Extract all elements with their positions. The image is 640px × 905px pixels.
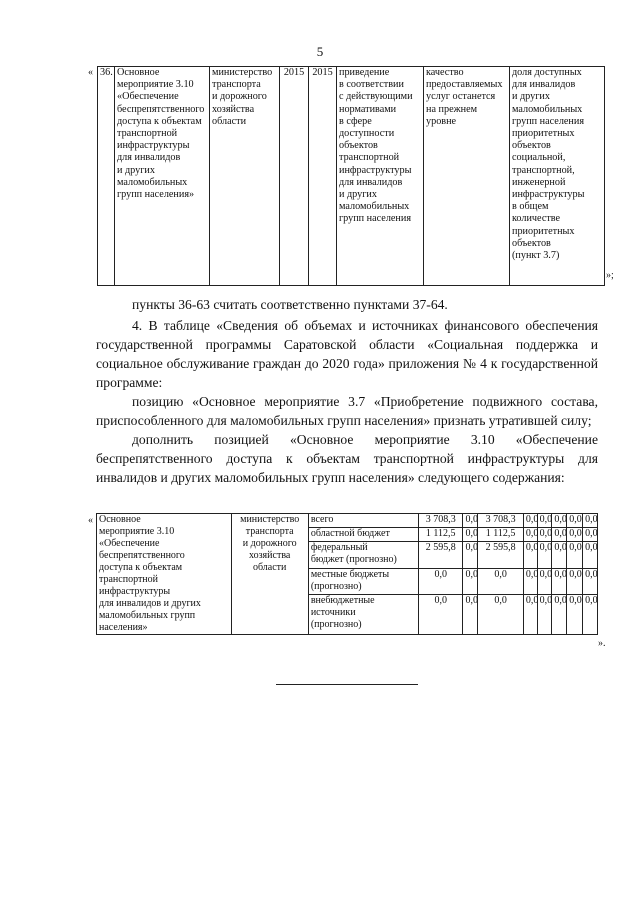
funding-value: 0,0 [552,514,567,528]
funding-source: областной бюджет [308,527,418,541]
activity-table [97,66,605,286]
table1-close-quote: »; [606,270,614,281]
funding-value: 0,0 [523,568,537,595]
funding-value: 0,0 [537,527,552,541]
funding-value: 0,0 [537,595,552,635]
funding-value: 0,0 [552,541,567,568]
funding-value: 0,0 [523,541,537,568]
activity-executor: министерство транспорта и дорожного хозяйства области [210,67,280,286]
funding-value: 1 112,5 [478,527,524,541]
funding-source: федеральный бюджет (прогнозно) [308,541,418,568]
funding-value: 2 595,8 [418,541,462,568]
activity-name: Основное мероприятие 3.10 «Обеспечение беспрепятственного доступа к объектам транспортной инфраструктуры для инвалидов и других маломобильных групп населения» [97,514,232,635]
funding-value: 3 708,3 [418,514,462,528]
funding-value: 0,0 [583,595,598,635]
funding-value: 0,0 [463,541,478,568]
paragraph-remove-position [96,392,598,430]
non-implementation-consequence: качество предоставляемых услуг останется на прежнем уровне [424,67,510,286]
funding-value: 0,0 [583,568,598,595]
funding-value: 0,0 [567,527,583,541]
funding-value: 2 595,8 [478,541,524,568]
separator-line [276,684,418,685]
paragraph-text: 4. В таблице «Сведения об объемах и источниках финансового обеспечения государственной программы Саратовской области «Социальная поддержка и социальное обслуживание граждан до 2020 года» приложения № 4 к государственной программе: [96,318,598,390]
funding-value: 0,0 [418,568,462,595]
funding-source: всего [308,514,418,528]
funding-value: 0,0 [478,568,524,595]
page-number: 5 [316,44,324,59]
paragraph-add-position [96,430,598,487]
funding-value: 0,0 [523,595,537,635]
funding-value: 0,0 [567,514,583,528]
funding-table [96,513,598,635]
funding-value: 0,0 [537,568,552,595]
funding-source: внебюджетные источники (прогнозно) [308,595,418,635]
funding-value: 0,0 [463,527,478,541]
funding-value: 0,0 [567,568,583,595]
activity-name: Основное мероприятие 3.10 «Обеспечение беспрепятственного доступа к объектам транспортной инфраструктуры для инвалидов и других маломобильных групп населения» [115,67,210,286]
funding-value: 0,0 [463,568,478,595]
funding-value: 0,0 [537,514,552,528]
funding-value: 0,0 [583,541,598,568]
funding-value: 0,0 [463,514,478,528]
paragraph-renumbering [96,295,598,314]
target-indicator: доля доступных для инвалидов и других маломобильных групп населения приоритетных объектов социальной, транспортной, инженерной инфраструктуры в общем количестве приоритетных объектов (пункт 3.7) [510,67,605,286]
funding-value: 1 112,5 [418,527,462,541]
table2-close-quote: ». [598,638,606,649]
funding-source: местные бюджеты (прогнозно) [308,568,418,595]
funding-value: 0,0 [478,595,524,635]
row-number: 36. [98,67,115,286]
funding-value: 0,0 [552,595,567,635]
activity-executor: министерство транспорта и дорожного хозяйства области [231,514,308,635]
funding-value: 0,0 [583,514,598,528]
funding-value: 0,0 [523,514,537,528]
expected-result: приведение в соответствии с действующими нормативами в сфере доступности объектов транспортной инфраструктуры для инвалидов и других маломобильных групп населения [337,67,424,286]
funding-value: 3 708,3 [478,514,524,528]
paragraph-text: пункты 36-63 считать соответственно пунктами 37-64. [132,297,448,312]
table1-open-quote: « [88,67,93,78]
funding-value: 0,0 [523,527,537,541]
funding-value: 0,0 [463,595,478,635]
funding-value: 0,0 [583,527,598,541]
funding-value: 0,0 [567,595,583,635]
paragraph-table-changes [96,316,598,392]
year-start: 2015 [280,67,309,286]
paragraph-text: позицию «Основное мероприятие 3.7 «Приобретение подвижного состава, приспособленного для маломобильных групп населения» признать утратившей силу; [96,394,598,428]
funding-value: 0,0 [418,595,462,635]
table-row [97,514,598,528]
table-row [98,67,605,286]
paragraph-text: дополнить позицией «Основное мероприятие 3.10 «Обеспечение беспрепятственного доступа к объектам транспортной инфраструктуры для инвалидов и других маломобильных групп населения» следующего содержания: [96,432,598,485]
funding-value: 0,0 [552,527,567,541]
year-end: 2015 [309,67,337,286]
table2-open-quote: « [88,515,93,526]
funding-value: 0,0 [537,541,552,568]
funding-value: 0,0 [567,541,583,568]
funding-value: 0,0 [552,568,567,595]
